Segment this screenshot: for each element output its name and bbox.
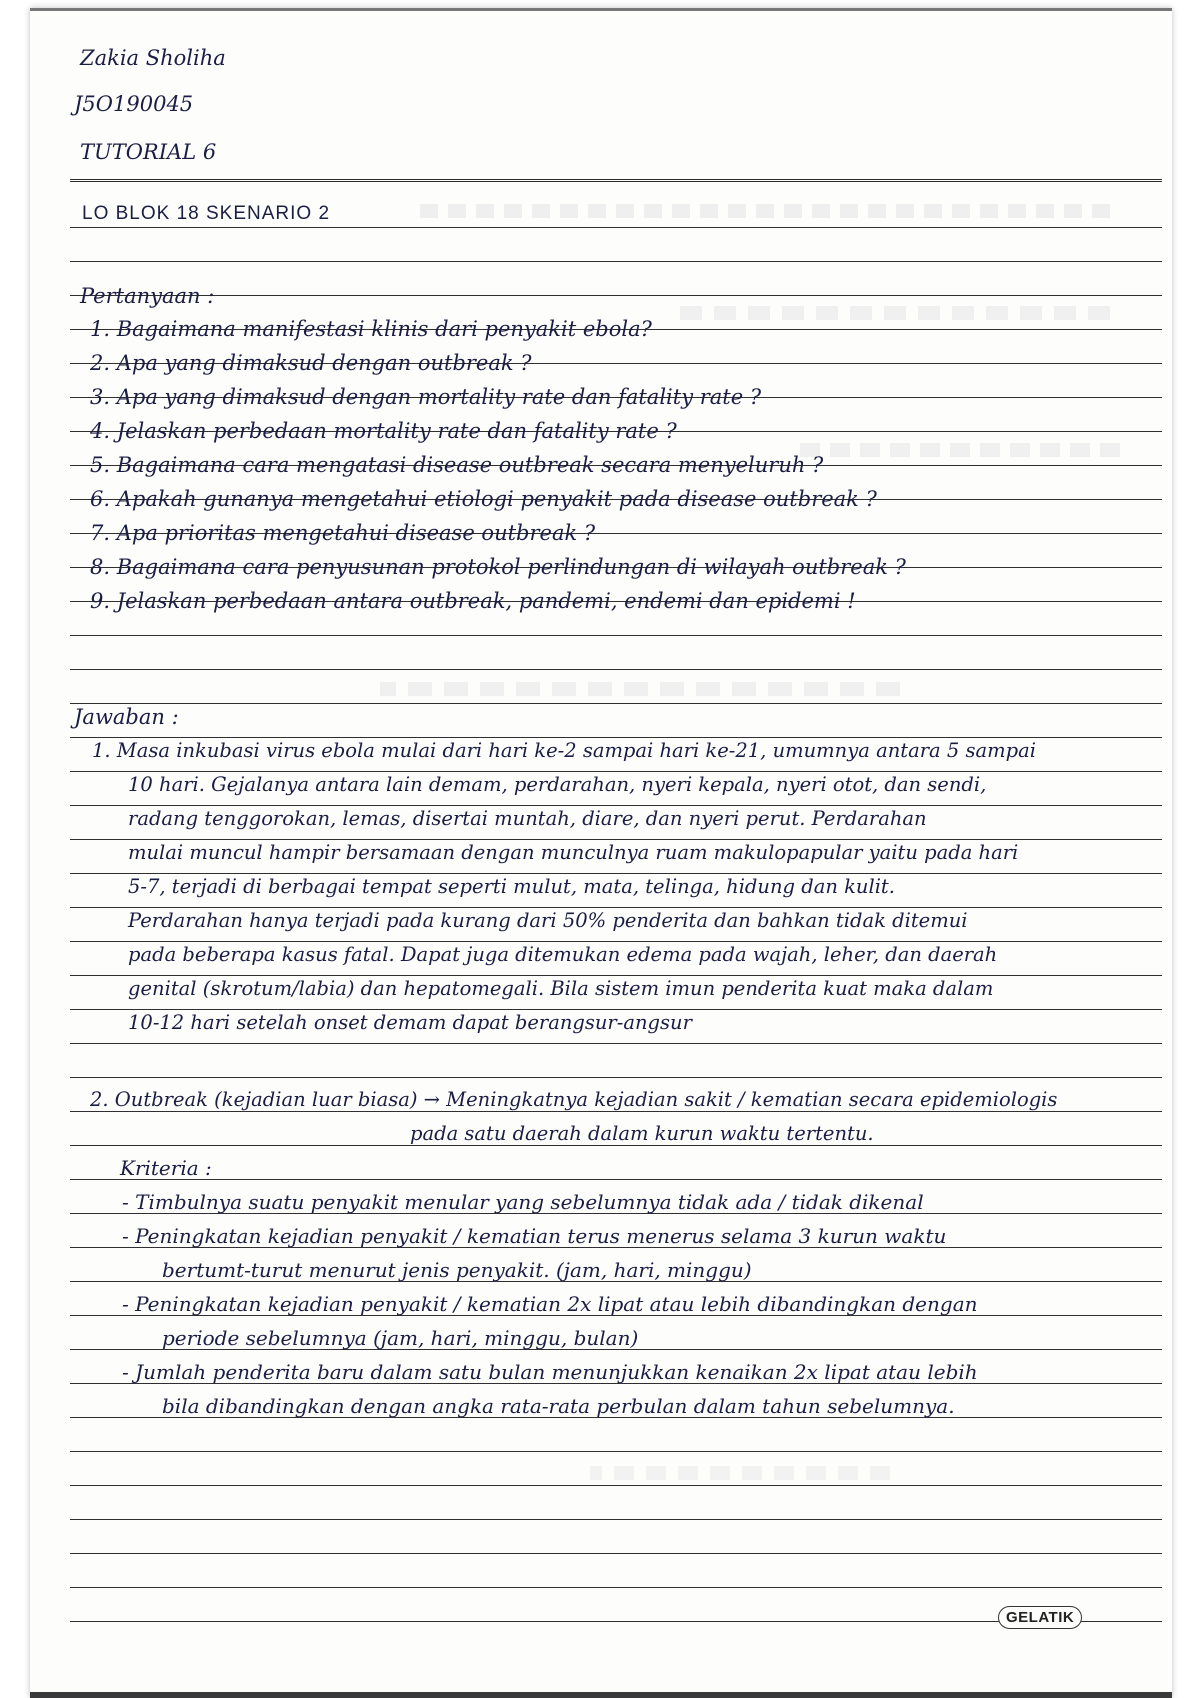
bleed-through — [380, 682, 900, 696]
question-item: 4. Jelaskan perbedaan mortality rate dan fatality rate ? — [90, 419, 677, 443]
ruled-line — [70, 771, 1162, 772]
answers-heading: Jawaban : — [74, 705, 179, 729]
bleed-through — [670, 306, 1110, 320]
answer-1-line: 10 hari. Gejalanya antara lain demam, perdarahan, nyeri kepala, nyeri otot, dan sendi, — [128, 773, 987, 796]
student-name: Zakia Sholiha — [80, 46, 226, 70]
ruled-line — [70, 1077, 1162, 1078]
ruled-line — [70, 1111, 1162, 1112]
question-item: 5. Bagaimana cara mengatasi disease outbreak secara menyeluruh ? — [90, 453, 824, 477]
question-item: 2. Apa yang dimaksud dengan outbreak ? — [90, 351, 532, 375]
ruled-line — [70, 1145, 1162, 1146]
ruled-line — [70, 805, 1162, 806]
answer-1-line: 1. Masa inkubasi virus ebola mulai dari hari ke-2 sampai hari ke-21, umumnya antara 5 sampai — [92, 739, 1036, 762]
ruled-line — [70, 975, 1162, 976]
ruled-line — [70, 295, 1162, 296]
answer-1-line: mulai muncul hampir bersamaan dengan munculnya ruam makulopapular yaitu pada hari — [128, 841, 1019, 864]
criteria-line: - Jumlah penderita baru dalam satu bulan menunjukkan kenaikan 2x lipat atau lebih — [122, 1360, 978, 1384]
ruled-line — [70, 1519, 1162, 1520]
ruled-line — [70, 227, 1162, 228]
answer-1-line: 10-12 hari setelah onset demam dapat berangsur-angsur — [128, 1011, 692, 1034]
answer-1-line: Perdarahan hanya terjadi pada kurang dari 50% penderita dan bahkan tidak ditemui — [128, 909, 968, 932]
page-bottom-edge — [30, 1692, 1172, 1698]
header-divider — [70, 179, 1162, 182]
bleed-through — [790, 443, 1120, 457]
ruled-line — [70, 1179, 1162, 1180]
ruled-line — [70, 261, 1162, 262]
page-title: LO BLOK 18 SKENARIO 2 — [82, 203, 331, 224]
questions-heading: Pertanyaan : — [80, 284, 215, 308]
answer-2-line: 2. Outbreak (kejadian luar biasa) → Meningkatnya kejadian sakit / kematian secara epidemiologis — [90, 1088, 1058, 1111]
question-item: 9. Jelaskan perbedaan antara outbreak, pandemi, endemi dan epidemi ! — [90, 589, 856, 613]
answer-1-line: radang tenggorokan, lemas, disertai muntah, diare, dan nyeri perut. Perdarahan — [128, 807, 927, 830]
question-item: 6. Apakah gunanya mengetahui etiologi penyakit pada disease outbreak ? — [90, 487, 877, 511]
ruled-line — [70, 669, 1162, 670]
question-item: 7. Apa prioritas mengetahui disease outbreak ? — [90, 521, 596, 545]
criteria-line: bila dibandingkan dengan angka rata-rata perbulan dalam tahun sebelumnya. — [162, 1394, 955, 1418]
notebook-brand-logo: GELATIK — [998, 1606, 1082, 1629]
ruled-line — [70, 635, 1162, 636]
criteria-line: - Peningkatan kejadian penyakit / kematian terus menerus selama 3 kurun waktu — [122, 1224, 947, 1248]
question-item: 1. Bagaimana manifestasi klinis dari penyakit ebola? — [90, 317, 652, 341]
ruled-line — [70, 1485, 1162, 1486]
answer-2-line: pada satu daerah dalam kurun waktu tertentu. — [410, 1122, 874, 1145]
answer-1-line: genital (skrotum/labia) dan hepatomegali. Bila sistem imun penderita kuat maka dalam — [128, 977, 994, 1000]
ruled-line — [70, 1553, 1162, 1554]
criteria-line: - Timbulnya suatu penyakit menular yang sebelumnya tidak ada / tidak dikenal — [122, 1190, 924, 1214]
ruled-line — [70, 907, 1162, 908]
criteria-line: periode sebelumnya (jam, hari, minggu, bulan) — [162, 1326, 639, 1350]
tutorial-label: TUTORIAL 6 — [80, 140, 217, 164]
answer-1-line: pada beberapa kasus fatal. Dapat juga ditemukan edema pada wajah, leher, dan daerah — [128, 943, 998, 966]
student-id: J5O190045 — [74, 92, 194, 116]
notebook-page — [30, 8, 1172, 1698]
bleed-through — [590, 1466, 890, 1480]
ruled-line — [70, 737, 1162, 738]
ruled-line — [70, 1587, 1162, 1588]
question-item: 3. Apa yang dimaksud dengan mortality rate dan fatality rate ? — [90, 385, 762, 409]
page-top-edge — [30, 8, 1172, 11]
ruled-line — [70, 1451, 1162, 1452]
criteria-line: - Peningkatan kejadian penyakit / kematian 2x lipat atau lebih dibandingkan dengan — [122, 1292, 978, 1316]
ruled-line — [70, 703, 1162, 704]
ruled-line — [70, 941, 1162, 942]
criteria-heading: Kriteria : — [120, 1156, 212, 1180]
answer-1-line: 5-7, terjadi di berbagai tempat seperti mulut, mata, telinga, hidung dan kulit. — [128, 875, 895, 898]
ruled-line — [70, 1043, 1162, 1044]
bleed-through — [410, 204, 1110, 218]
criteria-line: bertumt-turut menurut jenis penyakit. (jam, hari, minggu) — [162, 1258, 752, 1282]
ruled-line — [70, 873, 1162, 874]
question-item: 8. Bagaimana cara penyusunan protokol perlindungan di wilayah outbreak ? — [90, 555, 906, 579]
ruled-line — [70, 839, 1162, 840]
ruled-line — [70, 1009, 1162, 1010]
